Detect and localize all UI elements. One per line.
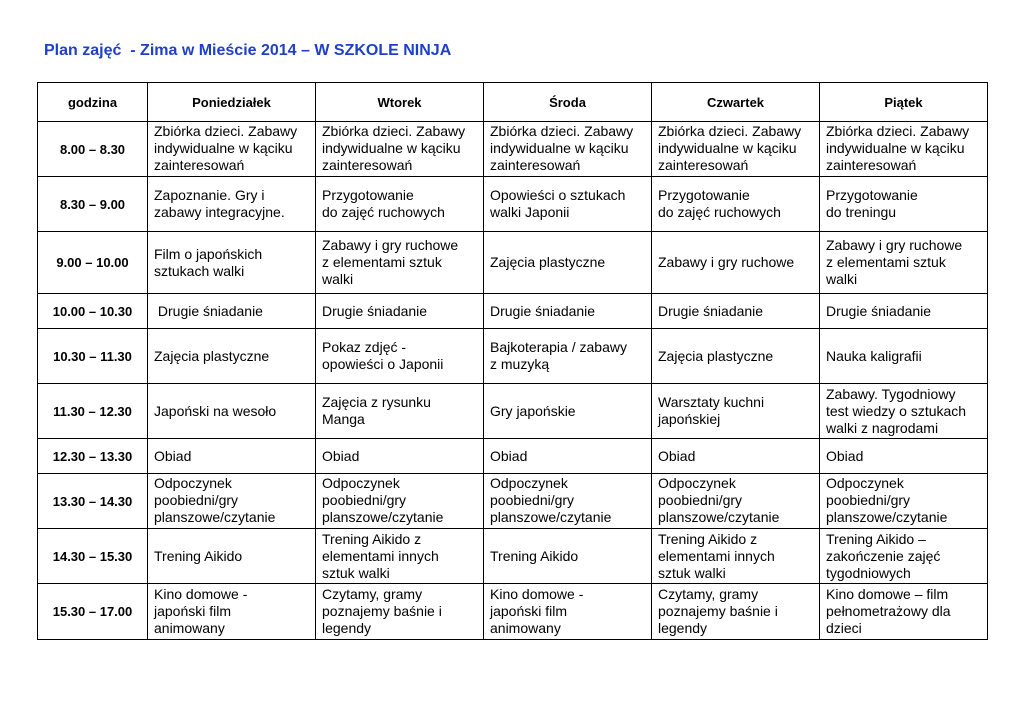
header-godzina: godzina [38,83,148,122]
time-cell: 15.30 – 17.00 [38,584,148,640]
activity-cell: Film o japońskich sztukach walki [148,232,316,294]
activity-cell: Nauka kaligrafii [820,329,988,384]
activity-cell: Zbiórka dzieci. Zabawy indywidualne w kąciku zainteresowań [652,122,820,177]
activity-cell: Odpoczynek poobiedni/gry planszowe/czytanie [484,474,652,529]
activity-cell: Warsztaty kuchni japońskiej [652,384,820,439]
activity-cell: Czytamy, gramy poznajemy baśnie i legendy [652,584,820,640]
activity-cell: Odpoczynek poobiedni/gry planszowe/czytanie [652,474,820,529]
table-row [38,329,988,384]
header-wtorek: Wtorek [316,83,484,122]
activity-cell: Obiad [820,439,988,474]
header-piatek: Piątek [820,83,988,122]
table-row [38,294,988,329]
activity-cell: Drugie śniadanie [484,294,652,329]
activity-cell: Zajęcia plastyczne [484,232,652,294]
activity-cell: Czytamy, gramy poznajemy baśnie i legendy [316,584,484,640]
time-cell: 10.30 – 11.30 [38,329,148,384]
activity-cell: Trening Aikido [148,529,316,584]
activity-cell: Zabawy. Tygodniowy test wiedzy o sztukach walki z nagrodami [820,384,988,439]
activity-cell: Zabawy i gry ruchowe z elementami sztuk walki [820,232,988,294]
activity-cell: Obiad [484,439,652,474]
table-row [38,529,988,584]
schedule-table [37,82,988,640]
header-czwartek: Czwartek [652,83,820,122]
activity-cell: Przygotowanie do zajęć ruchowych [316,177,484,232]
table-row [38,439,988,474]
activity-cell: Zabawy i gry ruchowe [652,232,820,294]
activity-cell: Kino domowe - japoński film animowany [148,584,316,640]
activity-cell: Obiad [652,439,820,474]
activity-cell: Kino domowe – film pełnometrażowy dla dzieci [820,584,988,640]
activity-cell: Zajęcia z rysunku Manga [316,384,484,439]
table-row [38,584,988,640]
activity-cell: Odpoczynek poobiedni/gry planszowe/czytanie [148,474,316,529]
time-cell: 11.30 – 12.30 [38,384,148,439]
table-row [38,474,988,529]
activity-cell: Bajkoterapia / zabawy z muzyką [484,329,652,384]
time-cell: 9.00 – 10.00 [38,232,148,294]
time-cell: 8.30 – 9.00 [38,177,148,232]
activity-cell: Przygotowanie do zajęć ruchowych [652,177,820,232]
table-row [38,232,988,294]
activity-cell: Zapoznanie. Gry i zabawy integracyjne. [148,177,316,232]
activity-cell: Japoński na wesoło [148,384,316,439]
activity-cell: Gry japońskie [484,384,652,439]
activity-cell: Drugie śniadanie [820,294,988,329]
activity-cell: Zbiórka dzieci. Zabawy indywidualne w kąciku zainteresowań [148,122,316,177]
activity-cell: Zajęcia plastyczne [652,329,820,384]
table-row [38,122,988,177]
activity-cell: Zbiórka dzieci. Zabawy indywidualne w kąciku zainteresowań [316,122,484,177]
activity-cell: Zbiórka dzieci. Zabawy indywidualne w kąciku zainteresowań [820,122,988,177]
activity-cell: Przygotowanie do treningu [820,177,988,232]
header-row [38,83,988,122]
header-poniedzialek: Poniedziałek [148,83,316,122]
activity-cell: Obiad [316,439,484,474]
table-row [38,384,988,439]
table-row [38,177,988,232]
activity-cell: Obiad [148,439,316,474]
time-cell: 14.30 – 15.30 [38,529,148,584]
schedule-body [38,122,988,640]
activity-cell: Odpoczynek poobiedni/gry planszowe/czytanie [820,474,988,529]
activity-cell: Drugie śniadanie [316,294,484,329]
time-cell: 13.30 – 14.30 [38,474,148,529]
activity-cell: Trening Aikido – zakończenie zajęć tygodniowych [820,529,988,584]
time-cell: 10.00 – 10.30 [38,294,148,329]
activity-cell: Trening Aikido z elementami innych sztuk walki [316,529,484,584]
activity-cell: Opowieści o sztukach walki Japonii [484,177,652,232]
activity-cell: Zbiórka dzieci. Zabawy indywidualne w kąciku zainteresowań [484,122,652,177]
activity-cell: Drugie śniadanie [652,294,820,329]
time-cell: 8.00 – 8.30 [38,122,148,177]
activity-cell: Pokaz zdjęć - opowieści o Japonii [316,329,484,384]
time-cell: 12.30 – 13.30 [38,439,148,474]
activity-cell: Trening Aikido z elementami innych sztuk walki [652,529,820,584]
header-sroda: Środa [484,83,652,122]
activity-cell: Kino domowe - japoński film animowany [484,584,652,640]
activity-cell: Zajęcia plastyczne [148,329,316,384]
page-title: Plan zajęć - Zima w Mieście 2014 – W SZKOLE NINJA [44,42,452,59]
activity-cell: Odpoczynek poobiedni/gry planszowe/czytanie [316,474,484,529]
activity-cell: Zabawy i gry ruchowe z elementami sztuk walki [316,232,484,294]
activity-cell: Trening Aikido [484,529,652,584]
activity-cell: Drugie śniadanie [148,294,316,329]
